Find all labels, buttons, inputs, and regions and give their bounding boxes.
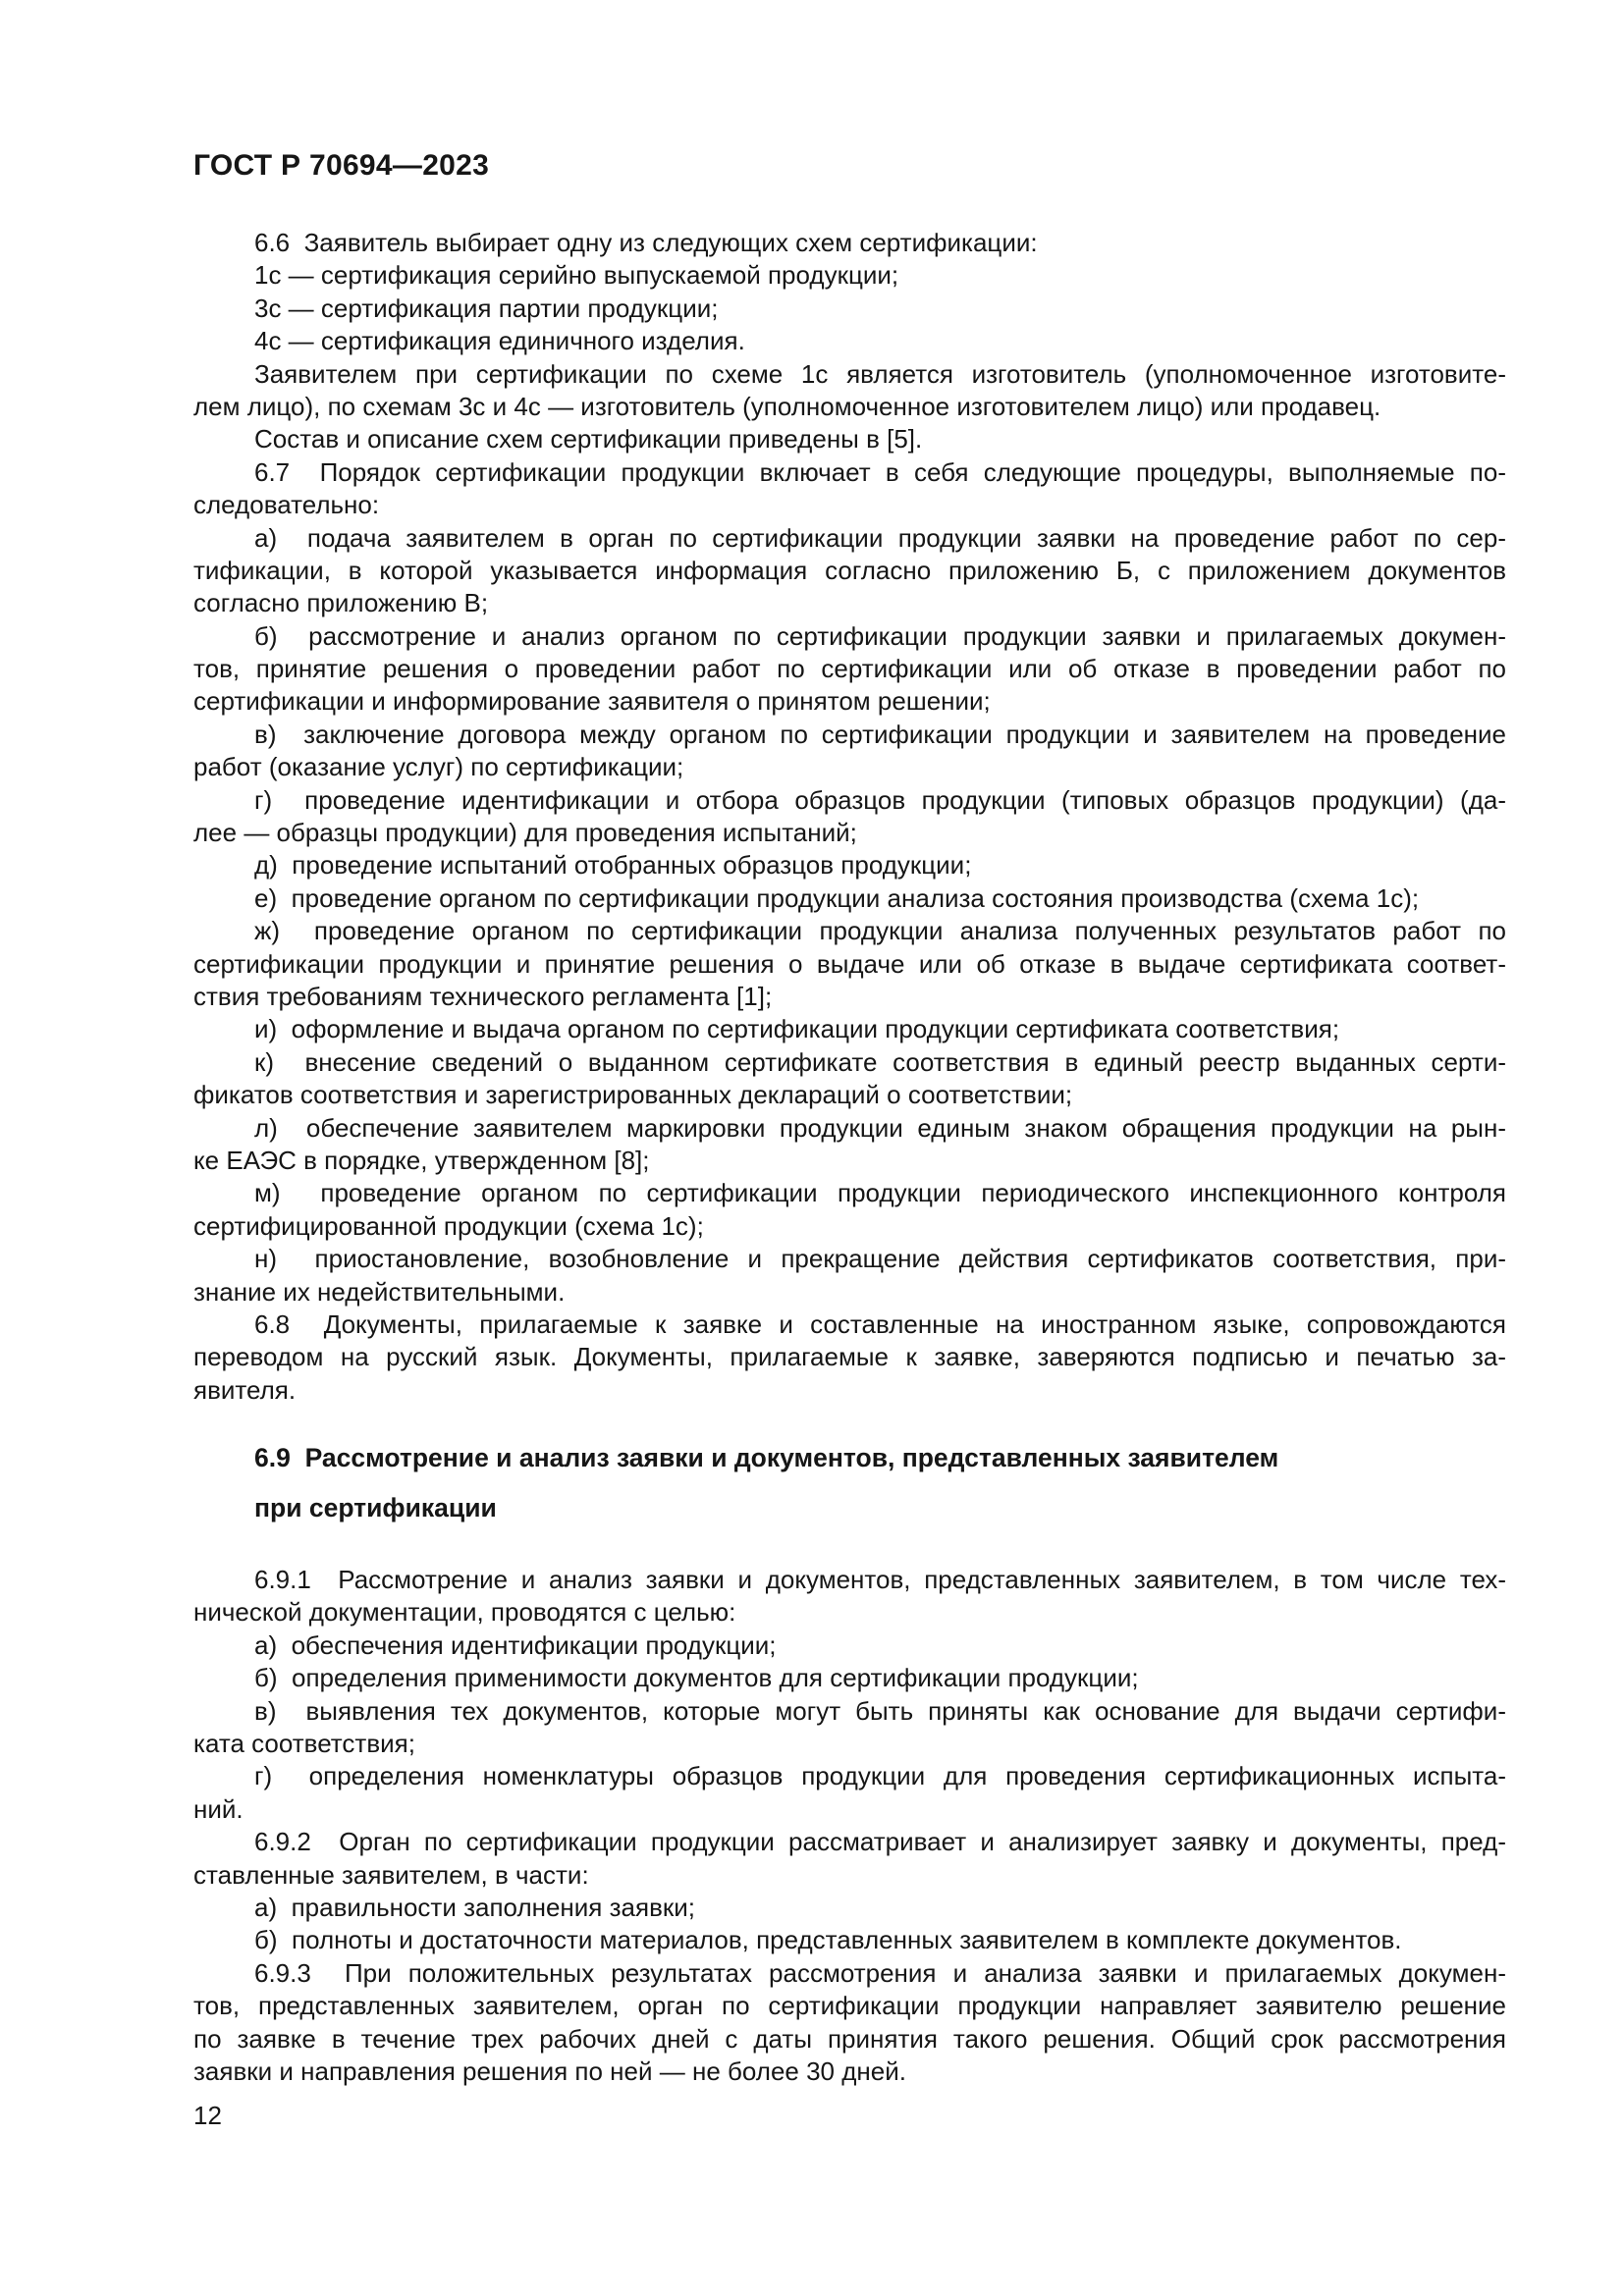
paragraph: [193, 1112, 1506, 1178]
text-line: н) приостановление, возобновление и прекращение действия сертификатов соответствия, при-: [254, 1244, 1506, 1274]
text-line: по заявке в течение трех рабочих дней с даты принятия такого решения. Общий срок рассмотрения: [193, 2023, 1506, 2054]
paragraph: [193, 1629, 1506, 1662]
text-line: переводом на русский язык. Документы, прилагаемые к заявке, заверяются подписью и печатью за-: [193, 1342, 1506, 1372]
text-line: тов, принятие решения о проведении работ по сертификации или об отказе в проведении работ по: [193, 654, 1506, 684]
paragraph: [193, 915, 1506, 1013]
paragraph: [193, 358, 1506, 424]
text-line: 3с — сертификация партии продукции;: [254, 293, 719, 323]
text-line: явителя.: [193, 1374, 297, 1405]
text-line: лем лицо), по схемам 3с и 4с — изготовитель (уполномоченное изготовителем лицо) или продавец.: [193, 391, 1381, 421]
text-line: в) заключение договора между органом по сертификации продукции и заявителем на проведение: [254, 719, 1506, 749]
paragraph: [193, 719, 1506, 784]
paragraph: [193, 1046, 1506, 1112]
paragraph: [193, 259, 1506, 292]
heading-line: при сертификации: [254, 1493, 497, 1523]
text-line: 6.9.2 Орган по сертификации продукции рассматривает и анализирует заявку и документы, пред-: [254, 1827, 1506, 1857]
text-line: к) внесение сведений о выданном сертификате соответствия в единый реестр выданных серти-: [254, 1046, 1506, 1077]
text-line: м) проведение органом по сертификации продукции периодического инспекционного контроля: [254, 1178, 1506, 1208]
text-line: и) оформление и выдача органом по сертификации продукции сертификата соответствия;: [254, 1014, 1340, 1044]
paragraph: [193, 1243, 1506, 1308]
text-line: нической документации, проводятся с целью:: [193, 1597, 736, 1628]
text-line: согласно приложению В;: [193, 588, 489, 618]
paragraph: [193, 882, 1506, 915]
heading-line: 6.9 Рассмотрение и анализ заявки и документов, представленных заявителем: [254, 1443, 1279, 1473]
text-line: 6.9.3 При положительных результатах рассмотрения и анализа заявки и прилагаемых докумен-: [254, 1957, 1506, 1988]
text-line: 6.7 Порядок сертификации продукции включает в себя следующие процедуры, выполняемые по-: [254, 456, 1506, 487]
text-line: сертификации продукции и принятие решения о выдаче или об отказе в выдаче сертификата соответ-: [193, 948, 1506, 979]
paragraph: [193, 1177, 1506, 1243]
text-line: работ (оказание услуг) по сертификации;: [193, 752, 684, 782]
paragraph: [193, 620, 1506, 719]
text-line: а) подача заявителем в орган по сертификации продукции заявки на проведение работ по сер-: [254, 522, 1506, 553]
text-line: а) правильности заполнения заявки;: [254, 1892, 696, 1922]
text-line: лее — образцы продукции) для проведения испытаний;: [193, 818, 857, 848]
page-number: 12: [193, 2101, 222, 2130]
document-body: [193, 227, 1506, 2088]
text-line: тов, представленных заявителем, орган по сертификации продукции направляет заявителю решение: [193, 1991, 1506, 2021]
paragraph: [193, 849, 1506, 881]
paragraph: [193, 423, 1506, 455]
paragraph: [193, 1760, 1506, 1826]
paragraph: [193, 522, 1506, 620]
text-line: ж) проведение органом по сертификации продукции анализа полученных результатов работ по: [254, 916, 1506, 946]
text-line: Состав и описание схем сертификации приведены в [5].: [254, 424, 923, 454]
text-line: сертифицированной продукции (схема 1с);: [193, 1210, 704, 1241]
text-line: 6.6 Заявитель выбирает одну из следующих схем сертификации:: [254, 228, 1038, 257]
text-line: ствия требованиям технического регламента [1];: [193, 981, 773, 1011]
text-line: г) проведение идентификации и отбора образцов продукции (типовых образцов продукции) (да-: [254, 784, 1506, 815]
paragraph: [193, 1924, 1506, 1956]
paragraph: [193, 1695, 1506, 1761]
text-line: следовательно:: [193, 490, 380, 520]
text-line: знание их недействительными.: [193, 1276, 566, 1307]
text-line: а) обеспечения идентификации продукции;: [254, 1629, 777, 1660]
paragraph: [193, 325, 1506, 357]
paragraph: [193, 1308, 1506, 1407]
paragraph: [193, 293, 1506, 325]
text-line: сертификации и информирование заявителя о принятом решении;: [193, 686, 991, 717]
text-line: б) определения применимости документов для сертификации продукции;: [254, 1663, 1139, 1693]
text-line: заявки и направления решения по ней — не более 30 дней.: [193, 2056, 906, 2086]
text-line: ке ЕАЭС в порядке, утвержденном [8];: [193, 1145, 650, 1175]
text-line: фикатов соответствия и зарегистрированных деклараций о соответствии;: [193, 1080, 1073, 1110]
paragraph: [193, 1013, 1506, 1045]
text-line: б) полноты и достаточности материалов, представленных заявителем в комплекте документов.: [254, 1925, 1402, 1955]
text-line: д) проведение испытаний отобранных образцов продукции;: [254, 850, 972, 881]
text-line: ний.: [193, 1793, 244, 1824]
paragraph: [193, 784, 1506, 850]
text-line: 1с — сертификация серийно выпускаемой продукции;: [254, 260, 899, 291]
text-line: тификации, в которой указывается информация согласно приложению Б, с приложением документов: [193, 555, 1506, 585]
paragraph: [193, 456, 1506, 522]
text-line: Заявителем при сертификации по схеме 1с является изготовитель (уполномоченное изготовите-: [254, 358, 1506, 389]
text-line: в) выявления тех документов, которые могут быть приняты как основание для выдачи сертифи-: [254, 1695, 1506, 1726]
paragraph: [193, 1564, 1506, 1629]
text-line: б) рассмотрение и анализ органом по сертификации продукции заявки и прилагаемых докумен-: [254, 620, 1506, 651]
paragraph: [193, 1826, 1506, 1892]
text-line: ставленные заявителем, в части:: [193, 1859, 589, 1890]
text-line: л) обеспечение заявителем маркировки продукции единым знаком обращения продукции на рын-: [254, 1112, 1506, 1143]
text-line: 6.8 Документы, прилагаемые к заявке и составленные на иностранном языке, сопровождаются: [254, 1308, 1506, 1339]
paragraph: [193, 1892, 1506, 1924]
text-line: ката соответствия;: [193, 1729, 415, 1759]
paragraph: [193, 227, 1506, 259]
text-line: 4с — сертификация единичного изделия.: [254, 326, 745, 356]
text-line: 6.9.1 Рассмотрение и анализ заявки и документов, представленных заявителем, в том числе тех-: [254, 1565, 1506, 1595]
standard-designation-header: ГОСТ Р 70694—2023: [193, 149, 490, 182]
paragraph: [193, 1662, 1506, 1694]
text-line: е) проведение органом по сертификации продукции анализа состояния производства (схема 1с);: [254, 882, 1420, 913]
section-heading: [193, 1433, 1506, 1533]
paragraph: [193, 1957, 1506, 2089]
text-line: г) определения номенклатуры образцов продукции для проведения сертификационных испыта-: [254, 1761, 1506, 1791]
